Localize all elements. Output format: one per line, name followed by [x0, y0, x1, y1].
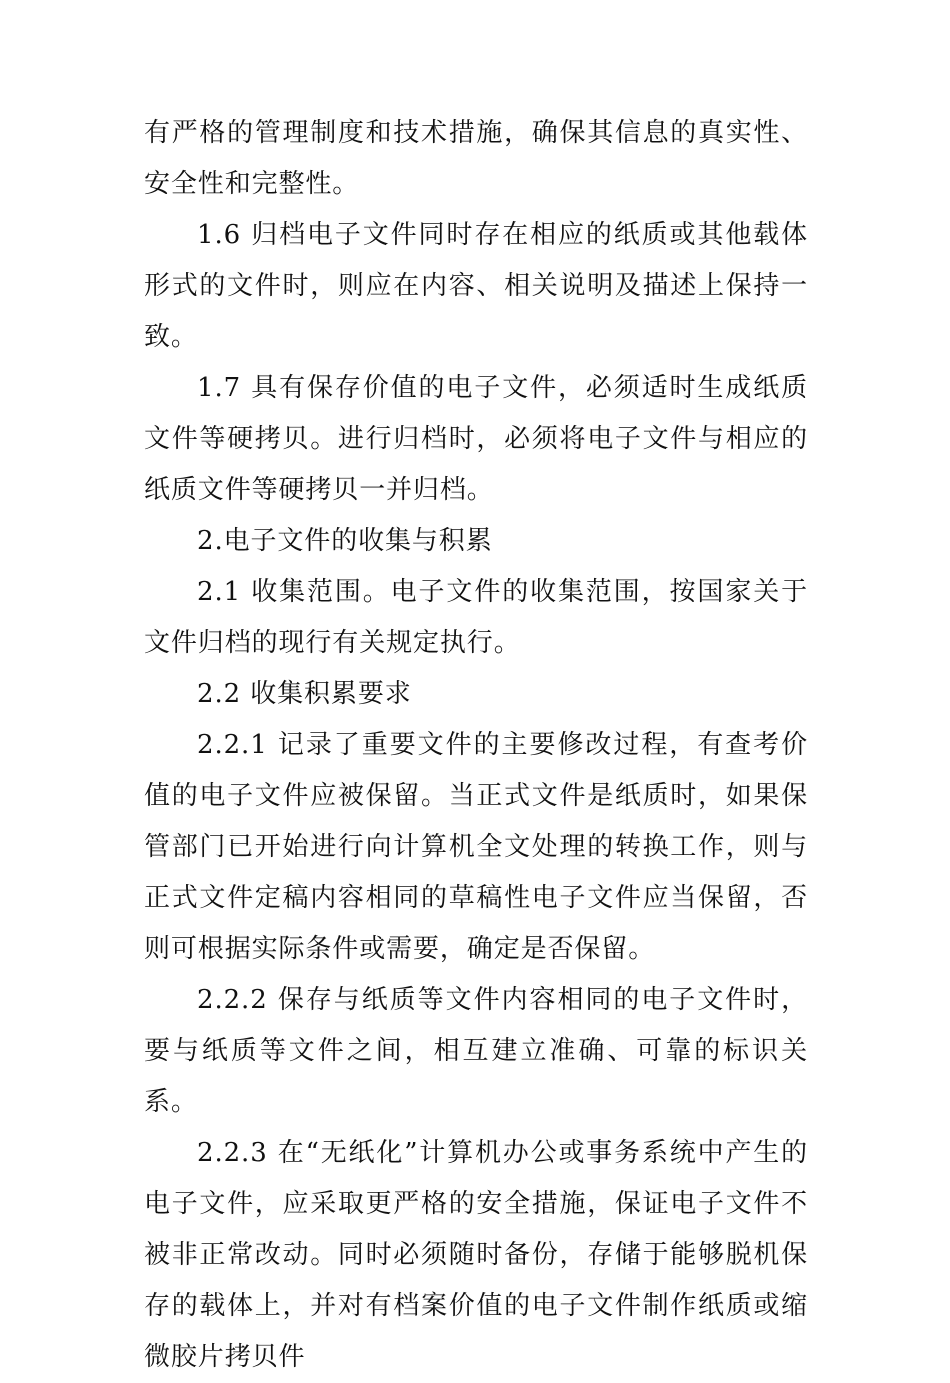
paragraph-2-2-3: 2.2.3 在“无纸化”计算机办公或事务系统中产生的电子文件，应采取更严格的安全措施，保证电子文件不被非正常改动。同时必须随时备份，存储于能够脱机保存的载体上，并对有档案价值的电子文件制作纸质或缩微胶片拷贝件: [144, 1138, 808, 1372]
paragraph-1-6: 1.6 归档电子文件同时存在相应的纸质或其他载体形式的文件时，则应在内容、相关说明及描述上保持一致。: [144, 220, 808, 352]
paragraph-2-2-1: 2.2.1 记录了重要文件的主要修改过程，有查考价值的电子文件应被保留。当正式文件是纸质时，如果保管部门已开始进行向计算机全文处理的转换工作，则与正式文件定稿内容相同的草稿性电子文件应当保留，否则可根据实际条件或需要，确定是否保留。: [144, 730, 808, 964]
paragraph-2-1: 2.1 收集范围。电子文件的收集范围，按国家关于文件归档的现行有关规定执行。: [144, 577, 808, 658]
document-body: [144, 108, 808, 1383]
section-heading-2: 2.电子文件的收集与积累: [197, 526, 493, 556]
paragraph-2-2-2: 2.2.2 保存与纸质等文件内容相同的电子文件时，要与纸质等文件之间，相互建立准确、可靠的标识关系。: [144, 985, 808, 1117]
paragraph-1-7: 1.7 具有保存价值的电子文件，必须适时生成纸质文件等硬拷贝。进行归档时，必须将电子文件与相应的纸质文件等硬拷贝一并归档。: [144, 373, 808, 505]
subheading-2-2: 2.2 收集积累要求: [197, 679, 412, 709]
paragraph-continuation: 有严格的管理制度和技术措施，确保其信息的真实性、安全性和完整性。: [144, 118, 808, 199]
